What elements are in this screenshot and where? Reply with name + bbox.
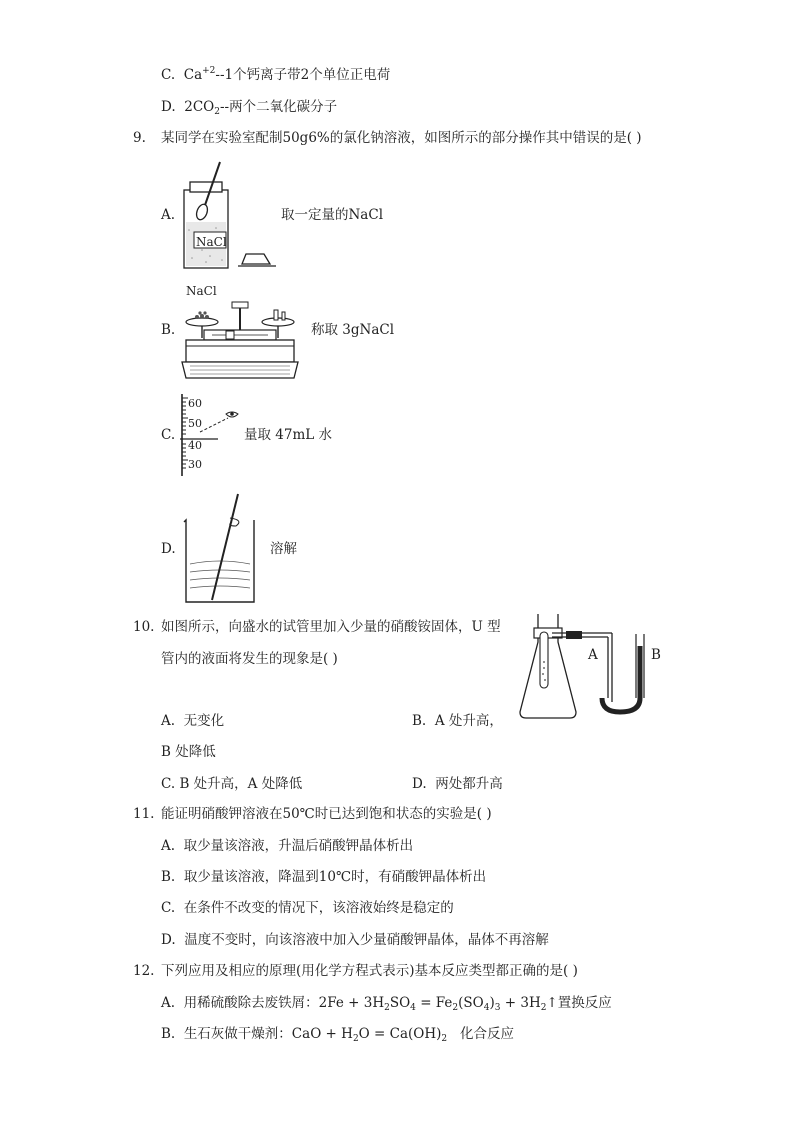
- question-stem-line1: 如图所示，向盛水的试管里加入少量的硝酸铵固体，U 型: [161, 619, 501, 635]
- tick-label: 40: [188, 439, 202, 452]
- option-c: C. B 处升高，A 处降低: [161, 776, 303, 792]
- option-c: C. 在条件不改变的情况下，该溶液始终是稳定的: [161, 900, 454, 916]
- option-label: D.: [161, 541, 176, 557]
- option-label: B.: [161, 322, 176, 338]
- option-a: A. 用稀硫酸除去废铁屑：$2Fe + 3H_2SO_4 = Fe_2(SO_4)_3$ + $3H_2↑$置换反应: [161, 995, 612, 1013]
- fig-label-b: B: [651, 647, 661, 663]
- bottle-label: NaCl: [196, 235, 227, 249]
- option-text: 溶解: [270, 541, 297, 557]
- option-text: 量取 47mL 水: [244, 427, 333, 443]
- option-a: A. 无变化: [161, 713, 225, 729]
- tick-label: 60: [188, 397, 202, 410]
- question-number: 9.: [133, 130, 146, 146]
- nacl-bottle-figure: [180, 160, 280, 272]
- option-b: B. 取少量该溶液，降温到10℃时，有硝酸钾晶体析出: [161, 869, 487, 885]
- option-d: D. 温度不变时，向该溶液中加入少量硝酸钾晶体，晶体不再溶解: [161, 932, 549, 948]
- balance-figure: [182, 298, 300, 380]
- option-a: A. 取少量该溶液，升温后硝酸钾晶体析出: [161, 838, 414, 854]
- prev-option-c: C. $Ca^{+2}--1$个钙离子带2个单位正电荷: [161, 66, 391, 83]
- flask-u-tube-figure: [518, 608, 668, 720]
- question-stem-line2: 管内的液面将发生的现象是( ): [161, 651, 338, 667]
- option-text: 取一定量的NaCl: [281, 207, 384, 223]
- question-stem: 下列应用及相应的原理(用化学方程式表示)基本反应类型都正确的是( ): [161, 963, 578, 979]
- option-label: A.: [161, 207, 176, 223]
- pan-label: NaCl: [186, 284, 217, 298]
- option-b-continued: B 处降低: [161, 744, 216, 760]
- beaker-stirring-figure: [180, 492, 260, 606]
- option-label: D.: [161, 99, 176, 115]
- question-number: 11.: [133, 806, 155, 822]
- question-number: 10.: [133, 619, 155, 635]
- option-b: B. A 处升高，: [412, 713, 503, 729]
- prev-option-d: D. $2CO_2--$两个二氧化碳分子: [161, 99, 338, 117]
- option-text: 称取 3gNaCl: [311, 322, 395, 338]
- option-label: C.: [161, 427, 176, 443]
- question-stem: 能证明硝酸钾溶液在50℃时已达到饱和状态的实验是( ): [161, 806, 492, 822]
- option-b: B. 生石灰做干燥剂：CaO + $H_2O = Ca(OH)_2$ 化合反应: [161, 1026, 514, 1044]
- question-stem: 某同学在实验室配制50g6%的氯化钠溶液，如图所示的部分操作其中错误的是( ): [161, 130, 642, 146]
- question-number: 12.: [133, 963, 155, 979]
- option-d: D. 两处都升高: [412, 776, 503, 792]
- fig-label-a: A: [588, 647, 598, 663]
- tick-label: 50: [188, 417, 202, 430]
- option-label: C.: [161, 67, 176, 83]
- tick-label: 30: [188, 458, 202, 471]
